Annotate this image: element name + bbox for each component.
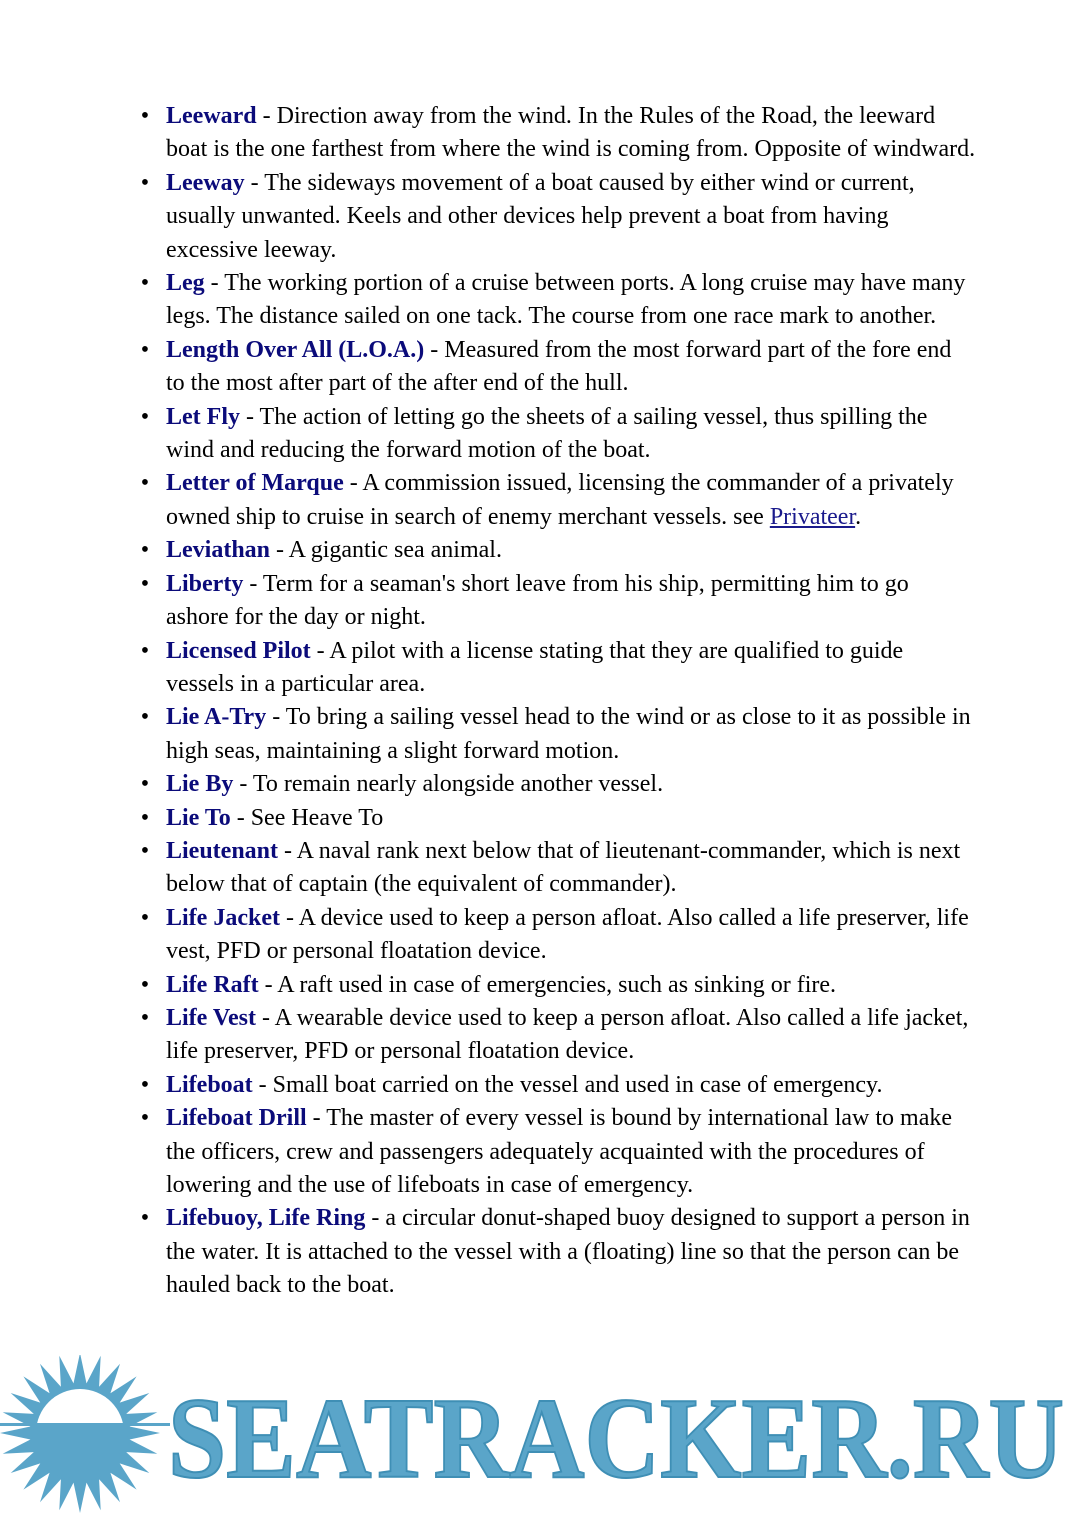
- bullet-icon: •: [140, 637, 150, 664]
- bullet-icon: •: [140, 1071, 150, 1098]
- entry-term: Lieutenant: [166, 837, 279, 864]
- entry-term: Leeway: [166, 169, 245, 196]
- entry-definition: - Term for a seaman's short leave from his ship, permitting him to go ashore for the day or night.: [166, 570, 909, 631]
- bullet-icon: •: [140, 1105, 150, 1132]
- entry-term: Leviathan: [166, 537, 271, 564]
- glossary-entry: [140, 100, 976, 167]
- entry-definition-end: .: [855, 503, 862, 530]
- entry-definition: - A device used to keep a person afloat. Also called a life preserver, life vest, PFD or personal floatation device.: [166, 904, 969, 965]
- bullet-icon: •: [140, 270, 150, 297]
- glossary-entry: [140, 1002, 976, 1069]
- watermark-text: SEATRACKER.RU: [168, 1375, 1064, 1503]
- entry-definition: - A raft used in case of emergencies, such as sinking or fire.: [258, 971, 837, 998]
- glossary-entry: [140, 401, 976, 468]
- bullet-icon: •: [140, 403, 150, 430]
- glossary-entry: [140, 534, 976, 567]
- entry-term: Life Jacket: [166, 904, 280, 931]
- entry-term: Lie A-Try: [166, 704, 267, 731]
- entry-definition: - A pilot with a license stating that they are qualified to guide vessels in a particular area.: [166, 637, 904, 697]
- bullet-icon: •: [140, 1205, 150, 1232]
- glossary-entry: [140, 635, 976, 702]
- entry-term: Let Fly: [166, 403, 240, 430]
- glossary-list: [140, 100, 976, 1303]
- glossary-entry: [140, 334, 976, 401]
- entry-definition: - A naval rank next below that of lieutenant-commander, which is next below that of captain (the equivalent of commander).: [166, 837, 961, 898]
- glossary-entry: [140, 1069, 976, 1102]
- glossary-entry: [140, 467, 976, 534]
- entry-definition: - To remain nearly alongside another vessel.: [233, 771, 664, 798]
- sun-icon: [0, 1355, 170, 1513]
- entry-definition: - A wearable device used to keep a person afloat. Also called a life jacket, life preserver, PFD or personal floatation device.: [166, 1004, 969, 1065]
- bullet-icon: •: [140, 771, 150, 798]
- entry-definition: - The working portion of a cruise between ports. A long cruise may have many legs. The distance sailed on one tack. The course from one race mark to another.: [166, 270, 966, 330]
- entry-definition: - Small boat carried on the vessel and used in case of emergency.: [252, 1071, 883, 1098]
- entry-term: Leeward: [166, 103, 257, 129]
- entry-term: Letter of Marque: [166, 470, 344, 497]
- glossary-entry: [140, 902, 976, 969]
- seatracker-watermark: [0, 1355, 1080, 1515]
- entry-term: Lifebuoy, Life Ring: [166, 1205, 366, 1232]
- entry-definition: - To bring a sailing vessel head to the wind or as close to it as possible in high seas, maintaining a slight forward motion.: [166, 704, 971, 764]
- entry-definition: - a circular donut-shaped buoy designed to support a person in the water. It is attached to the vessel with a (floating) line so that the person can be hauled back to the boat.: [166, 1205, 970, 1299]
- bullet-icon: •: [140, 704, 150, 731]
- entry-definition: - The action of letting go the sheets of a sailing vessel, thus spilling the wind and reducing the forward motion of the boat.: [166, 403, 928, 464]
- bullet-icon: •: [140, 336, 150, 363]
- bullet-icon: •: [140, 537, 150, 564]
- entry-term: Lifeboat Drill: [166, 1105, 307, 1132]
- entry-definition: - Measured from the most forward part of the fore end to the most after part of the after end of the hull.: [166, 336, 952, 397]
- entry-term: Licensed Pilot: [166, 637, 311, 664]
- bullet-icon: •: [140, 470, 150, 497]
- bullet-icon: •: [140, 904, 150, 931]
- privateer-link[interactable]: Privateer: [769, 503, 856, 530]
- bullet-icon: •: [140, 971, 150, 998]
- entry-term: Leg: [166, 270, 205, 297]
- entry-definition: - Direction away from the wind. In the Rules of the Road, the leeward boat is the one farthest from where the wind is coming from. Opposite of windward.: [166, 103, 976, 163]
- glossary-entry: [140, 768, 976, 801]
- glossary-entry: [140, 1202, 976, 1302]
- entry-term: Life Raft: [166, 971, 259, 998]
- bullet-icon: •: [140, 103, 150, 129]
- glossary-entry: [140, 568, 976, 635]
- entry-term: Life Vest: [166, 1004, 256, 1031]
- entry-term: Lifeboat: [166, 1071, 253, 1098]
- glossary-entry: [140, 802, 976, 835]
- entry-definition: - The master of every vessel is bound by international law to make the officers, crew and passengers adequately acquainted with the procedures of lowering and the use of lifeboats in case of emergency.: [166, 1105, 953, 1198]
- entry-term: Liberty: [166, 570, 244, 597]
- entry-definition: - The sideways movement of a boat caused by either wind or current, usually unwanted. Keels and other devices help prevent a boat from having excessive leeway.: [166, 169, 915, 263]
- bullet-icon: •: [140, 804, 150, 831]
- glossary-entry: [140, 969, 976, 1002]
- entry-definition: - A commission issued, licensing the commander of a privately owned ship to cruise in search of enemy merchant vessels. see: [166, 470, 954, 530]
- glossary-entry: [140, 701, 976, 768]
- entry-term: Lie By: [166, 771, 234, 798]
- entry-term: Length Over All (L.O.A.): [166, 336, 425, 363]
- bullet-icon: •: [140, 570, 150, 597]
- glossary-entry: [140, 1102, 976, 1202]
- bullet-icon: •: [140, 837, 150, 864]
- entry-term: Lie To: [166, 804, 231, 831]
- entry-definition: - A gigantic sea animal.: [270, 537, 502, 564]
- entry-definition: - See Heave To: [230, 804, 384, 831]
- bullet-icon: •: [140, 169, 150, 196]
- bullet-icon: •: [140, 1004, 150, 1031]
- glossary-entry: [140, 267, 976, 334]
- glossary-entry: [140, 835, 976, 902]
- glossary-entry: [140, 167, 976, 267]
